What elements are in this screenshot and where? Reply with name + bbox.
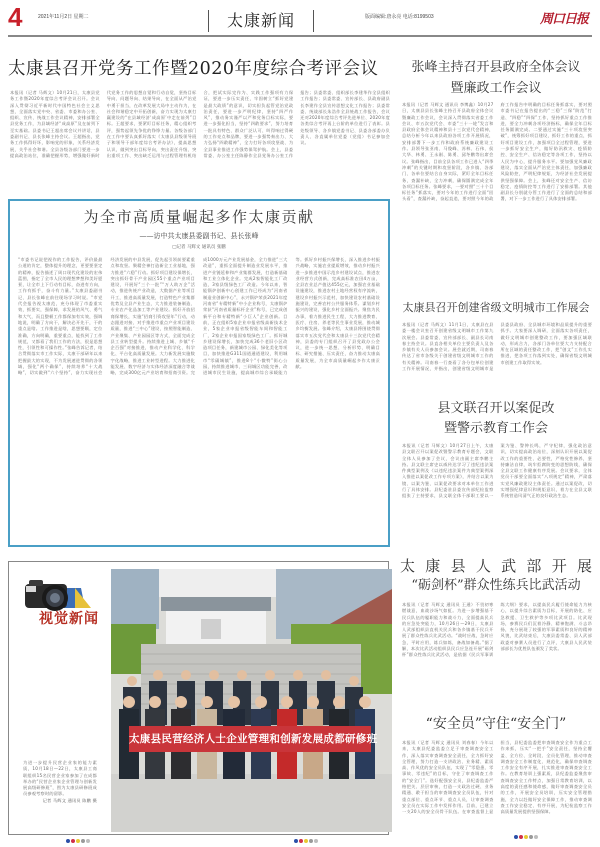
article1-headline: 太康县召开党务工作暨2020年度综合考评会议 — [8, 59, 379, 79]
article6-headline: “安全员”守住“安全门” — [425, 716, 567, 732]
feature-box — [8, 199, 390, 547]
feature-headline: 为全市高质量崛起多作太康贡献 — [83, 208, 315, 226]
color-registration-dots — [294, 839, 318, 843]
article4-headline — [400, 399, 592, 439]
article5-headline-char: 武 — [501, 557, 517, 575]
group-photo-illustration — [111, 569, 392, 832]
article5-headline-char: 人 — [475, 557, 491, 575]
photo-news-box — [8, 561, 389, 835]
article5-headline-char: 展 — [576, 557, 592, 575]
color-registration-dots — [514, 835, 538, 839]
article6-body — [402, 740, 592, 832]
article5-headline-line1 — [400, 555, 592, 577]
article4-text: 本报讯（记者 马辉文）10月27日上午，太康县文联召开以案促改暨警示教育专题会，文联全体人员参加了会议，会议由副主席李鹏主持。县文联主席史以威传达学习了违纪违法案件典型案例及《以违纪违法案件为典型案例深入推进以案促改工作专项方案》，并结合以案为镜、以案为鉴、以案促改要求对本单位工作进行了具体安排。县纪委驻县委宣传部纪检监察组张了主持要求，县文联全体干部职工要以一案为鉴、警钟长鸣，严守纪律，强化政治意识，切实提高政治站位，深刻认识开展以案促改工作的重要性、必要性，严格党性修养，坚持廉洁自律，筑牢拒腐防变的思想防线，确保全县文联工作健康有序发展。会议要求，全体党员干部要全面落实“八项规定”精神，严肃落实党风廉政建设主体责任。通过以案促改，切实增强纪律意识和规矩意识，着力在全县文联系统营造风清气正的良好政治生态。 — [402, 443, 592, 499]
article1-text: 本报讯（记者 马辉文）10月21日，太康县党务工作暨2020年度综合考评会议召开。会议深入贯彻习近平新时代中国特色社会主义思想，全面落实党中央、省委、市委和办公室、组织、宣传、统战工作会议精神，安排部署全县党务工作，为县域经济“成高原”及在前列下至实基础。县委书记王超出席会议并讲话，县委副书记、县长张峰主持会议。王超指出，党务工作抓得好坏，影响党的形象，关系经济发展，关乎社会和谐。全县各级各部门要进一步提高政治站位，准确把握形势，增强做好新时代党务工作的思想自觉和行动自觉，坚持目标导向、问题导向、结果导向，在全面从严治党中勇于担当，在改革发展大局中主动作为，在社会和谐稳定中开拓创新，奋力实现为太康打赢建设的“在县域经济‘成高原’中走在前列”目标。王超要求，要紧盯目标任务，精心组织考评，强势起领先争优的铮铮力量。各级各部门在工作中要认真抓好落实《太康县县级领导班子和领导干部年度综合考评办法》，提高思想认识，做到突出目标导向，突出责任升级、突出重项工作、突出缺乏运用与过程管理有机结合，把试实际完作为、实践工作强项有力保证，要进一步压实责任，牢固树立“抓好党建是最大政绩”的意识，切实担负起管党治党政治责任，要进一步严明纪律，坚持“四严作风”，推动务实谨严以严和党务目标实际，要进一步强化担当，坚持“四敢要求”，努力培育一批具有特色、群众广泛认可、叫得响过得硬的工作亮点和品牌，要进一步强势奏出力、大力弘扬“四敢精神”，全力打好各项攻坚战、为全县事业推进工作强势保驾护航。会上，县委常委、办公室主任陈静作全县党务办公室工作报告；县委常委、组织部长李建华作全县组织工作报告；县委常委、宣传部长、县政府副县长李建作全县宣传思想文化工作报告；县委常委、统战部长朱浩作全县统战工作报告，会议还对2020年度综合考评先进单位、2020年度各类综合考评再上台阶的单位进行了表彰。县处级领导、各乡镇党委书记、县委各部委办负责人、各直属单位党委（党组）书记参加会议。 — [10, 90, 390, 158]
article2-headline-line1: 张峰主持召开县政府全体会议 — [411, 60, 581, 75]
article5-headline-char: 县 — [450, 557, 466, 575]
article5-headline-line2: “砺剑杯”群众性练兵比武活动 — [411, 578, 581, 593]
section-title: 太康新闻 — [226, 11, 295, 30]
article1-body — [10, 90, 390, 194]
group-photo — [111, 569, 392, 832]
visual-news-label: 视觉新闻 — [39, 611, 99, 627]
article4-headline-line2: 暨警示教育工作会 — [443, 421, 548, 436]
article6-text: 本报讯（记者 马辉文 通讯员 刘春春）今年以来，太康县纪委监委立足于审查调查安全工作，深入落实审查调查安全责任，全力抓好安全管理，努力打造一支讲政治、业务精、素质高、作风优的安全员队伍，实现了“零隐患、零事故、零违纪”的目标，守住了审查调查工作的“安全门”。选好配强安全员，县纪委监委严格把关、层层审核，打造一支政治过硬、业务精通、敢于担当的审查调查安全员队伍，针对重点部位、重点环节、重点人员，让审查调查安全员在实际工作中发挥作用。目前，已建立一支20人的安全员骨干队伍。在审查监督上显担当，县纪委监委把审查调查安全作为重点工作来抓，压实“一把手”安全责任，坚持全覆盖、全方位、全时段、全员化管理，推动审查调查安全工作制度化、规范化，确保审查调查工作安全有序开展，扎实推进审查调查安全工作。在教育培训上强素质，县纪委监委聚焦审查调查安全工作特点，加强日常教育培训，以高度的责任感和使命感，做好审查调查安全员的工作，开展安全员培训，压实安全管理措施，全力以赴做好安全保障工作，推动审查调查工作安全稳定、有序开展，为纪检监察工作高质量发展提供坚强保障。 — [402, 740, 592, 815]
feature-subheadline: ——访中共太康县委副书记、县长张峰 — [139, 232, 259, 240]
article2-body — [402, 102, 592, 292]
newspaper-logo: 周口日报 — [540, 12, 589, 27]
feature-byline: □记者 马辉文 通讯员 张鹏 — [172, 245, 226, 250]
article5-headline-char: 康 — [425, 557, 441, 575]
masthead-divider — [8, 35, 592, 37]
article3-text: 本报讯（记者 马辉文）11月1日，太康县在县委一楼会议室召开创建省级文明城市工作第九次展会。县委常委、宣传部部长、副县长司南春主持会议。县直各相关单位主要负责人及各乡镇有关人员参加会议。展会就近期，司南春传达了省市各级关于创建省级文明城市工作的有关精神。司南春一行查看了各分包单位创建工作开展情况，并指出，创建省级文明城市是县委县政府、全县城市环境和品质提升的重要抓手。大家要深入调研，全面落实各项责任，做好文明城市创建整改工作，要加强区域联动，形成合力，各部门各单位要大力支持配合所在区域的责任整改工作，把“创文”工作扎实推进，把各项工作落到实处，确保省级文明城市创建工作取得实效。 — [402, 322, 592, 372]
article5-headline-char: 开 — [551, 557, 567, 575]
article5-headline-char: 太 — [400, 557, 416, 575]
article5-body — [402, 602, 592, 702]
section-header — [208, 10, 314, 32]
page-number: 4 — [8, 2, 23, 32]
color-registration-dots — [66, 839, 90, 843]
article2-headline-line2: 暨廉政工作会议 — [450, 81, 542, 96]
feature-body — [18, 257, 380, 541]
article4-headline-line1: 县文联召开以案促改 — [437, 401, 555, 416]
photo-caption — [23, 760, 97, 804]
photo-credit: 记者 马辉文 通讯员 陈鹏 摄 — [42, 797, 97, 803]
issue-date: 2021年11月2日 星期二 — [38, 14, 89, 20]
article5-text: 本报讯（记者 马辉文 通讯员 王通）不畏初寒燃战意，血战沙场气如虹。为进一步增强基干民兵队伍的履职能力和战斗力，全面提高民兵的应急处突能力，10月26日—29日，太康县人武部组织县直机关民兵和各乡镇基干民兵开展了群众性练兵比武活动。“战时应战，急时应急，平时应用，练兵如练，备战如备战。”据了解，本次比武活动组织县民兵应急连开展“砺剑杯”群众性练兵比武活动，是依据《民兵军事训练大纲》要求，以提高民兵履行使命能力为核心，以提升综合素质为目标，开展的防化、应急救援、卫生救护等多项比武项目。比武现场，参赛民兵们沉着冷静、精神饱满、斗志昂扬，充分展现了较强的军事素质和良好的精神风貌，比武结束后，大康县委常委、县人武部政委对参赛人员进行了点评，大康县人民武装部部长为优胜队伍颁发了奖状。 — [402, 602, 592, 658]
article3-headline: 太康县召开创建省级文明城市工作展会 — [402, 301, 590, 314]
article3-body — [402, 322, 592, 388]
article2-headline — [400, 57, 592, 99]
article2-text: 本报讯（记者 马辉文 通讯员 李博鑫）10月27日，太康县县长张峰主持召开县政府全体会议暨廉政工作会议，会议深入贯彻落实省委工作会议、市五次党代会、市委“三十一轮”发言和县政府全体会议精神和县十三次党代会精神，总结分析今年以来县政府各项工作开展情况，安排部署下一步工作和政府系统廉政建设工作。县领导张亚南、马俊峰、苏林、石伟、侯大华、林勇、王永刚、陈勇、邱冬鹏等出席会议。张峰指出，目前全县各项工作已进入“四季冲刺”的关键时期和攻坚阶段，各乡镇、各部门、各单位要结合自身实际，紧盯全年目标任务，查漏补缺，全力冲刺，确保圆满完成全年各项目标任务。张峰要求，一要对照“三十个目标任务”抓落实，要对今年的工作进行全面“回头看”，查漏补缺，奋起直追，要对照今年的政府工作报告中明确的目标任务抓落实，要对照市委书记在报告提出的“三稳”三保“防范”打造、“四稳”“四保”工作，坚持抓好重点工作推进，要全力冲刺各项经济指标，确保全年目标任务圆满完成。二要通过实施“三十项攻坚突破”，统筹抓好项目建设，抓好工作的重点，抓好项目建设工作，加强项目全过程管理，要进一步抓好安全生产，做好防汛救灾、疫情防控、安全生产、信访稳定等各项工作，坚持以人民为中心，提升服务水平。要加强党风廉政建设，落实全面从严治党主体责任，加强廉政风险防控，严明纪律规矩，为经济社会发展提供坚强保障。会上，张峰还对安全生产、信访稳定、疫情防控等工作进行了安排部署。其他副县长分别就分管工作进行了全面的总结和部署，对下一步工作进行了具体安排部署。 — [402, 102, 592, 202]
editor-info: 版面编辑:唐永亮 电话:8199503 — [365, 14, 434, 20]
masthead — [0, 0, 600, 34]
article5-headline-char: 部 — [526, 557, 542, 575]
article4-body — [402, 443, 592, 541]
photo-caption-text: 为进一步提升民营企业家的能力素质，10月18日—22日，太康县工商联组织15名民营企业家参加了在成都举办的“民营企业家企业管理与创新发展高级研修班”，图为太康县研修班成员参观考察时的留影。 — [23, 760, 97, 797]
photo-banner: 太康县民营经济人士企业管理和创新发展成都研修班 — [129, 726, 371, 752]
feature-text: “市委书记说把视作的工作报告，评价最最公道的肯定，整体提升的理念，更要要坚定的精神，报告描述了周口现代化建设的宏伟蓝图，指定了全市人民的理想梦想和美好愿景，让全市上下行动有目标，奋进有方向，工作有抓手，奋斗有力量。”太康县委副书记、县长张峰在前往现场学习时说。“市党代会报告视太康范，充分体现了市委重实效，抓要实，强保障，求发展的风气、勇气和大气，而且整顿工作都保加有实效，强调地说，明确了方向干，解决必开先干，干的重点是啥。工作推进是啥，思想要顺，定位准确，方向明确，重要重点，能找到了工作规范，又都看了我们工作的方法，很是思想性，引领性和可操作性。”张峰告诉记者，结合贯彻落实市工作实际，太康干部研年以来把握最大的实现，不为发展速进贯彻的各领域，强化“两个确保”，持续培养“十大战略”，切实做到“六个坚持”，奋力实现社会经济发展的中县发展，促先起引领前要素重点和攻坚。聚精会神打造新全工业基地，强力推进“六稳”行动。抓好项目建设保增长，突出抓好骨干产业园区55个重点产业项目建设，开展好“三个一批”“万人助万企”活动，推进传统产业改造，大数据产业等项目开工，推进高质量发展，打造特色产业集群优势及全县产业生态，大力推进装备制造、专业农产化品加工等产业建设。抓好开放招商保增长，实施“招商引资攻坚年”行动，动态跟进对接、对手推进市重点产业项目建设质量，推进“三中心”建设，按照智能制造、产业聚集、产业园园区等方式，全面完成全县工业转型提升。持续推进上城、乡镇“千企百强”对接推进，推动产业科学化、科学化、平台化高质量发展。大力新发展实施数字化战略，推进工业转型进程。大力推进化能发展、数字经济与实体经济深度融合等战略，完成300亿元产业培育和招商引资。完成1000万元产业发展基金，全力推进“三大改造”，重抓全面提升制造业发展水平，推进产业链延伸和产业集群发展，打造新基础和工业立体化企业。完成2家智能化工厂改造，3家县级绿色工厂改造。今年以来，智能锅炉创新中心创建工作已经成为“河南省制造业创新中心”，永兴锅炉荣获2021年度河南省“专精特新”中小企业称号，太康锅炉荣获“河南省质量标杆企业”称号，已完成创新平台和专精特新“小巨人”企业创新。目前，正在组织5家企业申报省级高新技术企业，5家企业申报省级智能车间和智能工厂，2家企业申报国家级绿色工厂。抓好城乡建设保增长，加快完成36个老旧小区改造项目任务，新建城市公园、绿化美化等项目，加快推进G311国道通道建设，利用城市“零碳城镇”，推进8个“小微特”街心公园，持续推进城市、三同城区功能完善，改进城市民生设施，提高城市综合承载能力等。抓好乡村振兴保增长，深入推进乡村振兴战略，实施农业提质增效，推动乡村振兴进一步推进中国示范乡村建设试点，推进农业经营方式创新，完成高标准农田4万亩，全县农业总产值达455亿元，加强农业基础设施建设，推进农村土地经营权有序流转，建设乡村振兴示范村，加快建设农村基础设施建设，完善农村公共服务体系。谋划乡村振兴的建设，强化乡村全面振兴。聚焦为民办事，着力推进民生工程，大力推进教育、医疗、住房、养老等民生事业发展，推动城乡均衡发展。张峰介绍，太康县将围绕贯彻落实市五次党代会和太康县十三次党代会精神，县委的专门组织召开了县党政办公会议，进一步统一思想、分析形势、明确目标、研究措施、压实责任，奋力推动太康高质量发展，为全市高质量崛起多作太康贡献。 — [18, 257, 380, 376]
